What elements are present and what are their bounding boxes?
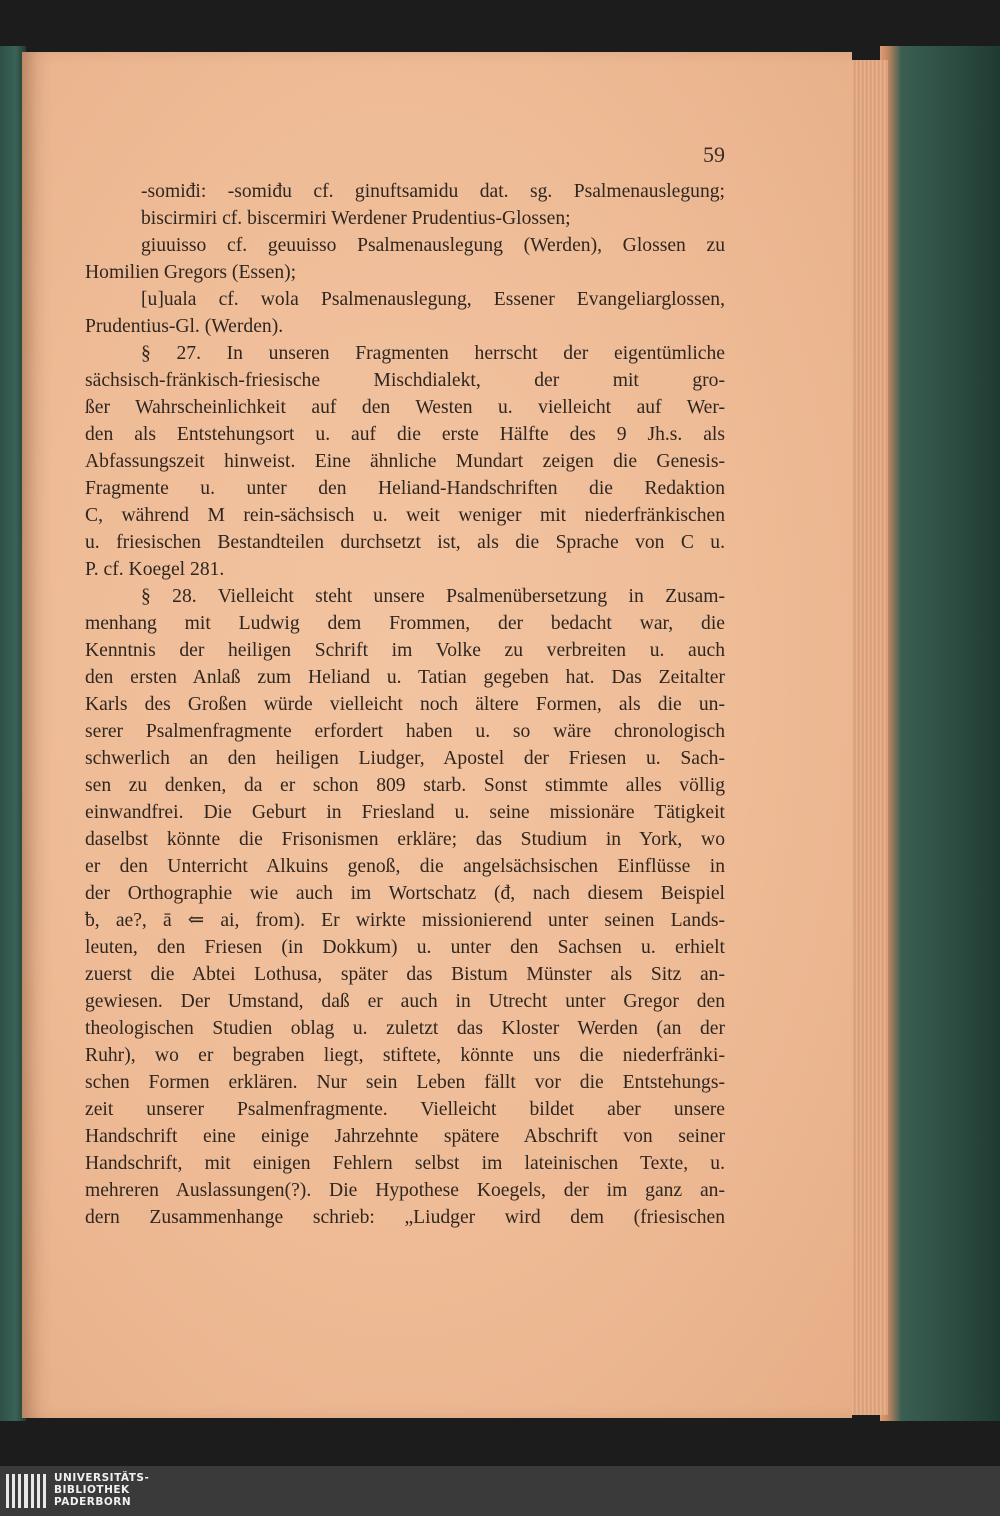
- text-line: Prudentius-Gl. (Werden).: [85, 316, 284, 337]
- text-line: serer Psalmenfragmente erfordert haben u. so wäre chronologisch: [85, 721, 725, 742]
- text-line: giuuisso cf. geuuisso Psalmenauslegung (Werden), Glossen zu: [141, 235, 725, 256]
- text-line: sen zu denken, da er schon 809 starb. Sonst stimmte alles völlig: [85, 775, 725, 796]
- text-line: C, während M rein-sächsisch u. weit weniger mit niederfränkischen: [85, 505, 725, 526]
- page-text: [85, 178, 725, 1231]
- text-line: u. friesischen Bestandteilen durchsetzt ist, als die Sprache von C u.: [85, 532, 725, 553]
- text-line: Homilien Gregors (Essen);: [85, 262, 297, 283]
- text-line: daselbst könnte die Frisonismen erkläre; das Studium in York, wo: [85, 829, 725, 850]
- text-line: theologischen Studien oblag u. zuletzt das Kloster Werden (an der: [85, 1018, 725, 1039]
- library-footer: [0, 1466, 1000, 1516]
- text-line: Fragmente u. unter den Heliand-Handschriften die Redaktion: [85, 478, 725, 499]
- text-line: menhang mit Ludwig dem Frommen, der bedacht war, die: [85, 613, 725, 634]
- text-line: sächsisch-fränkisch-friesische Mischdialekt, der mit gro-: [85, 370, 725, 391]
- text-line: biscirmiri cf. biscermiri Werdener Prudentius-Glossen;: [141, 208, 571, 229]
- text-line: er den Unterricht Alkuins genoß, die angelsächsischen Einflüsse in: [85, 856, 725, 877]
- text-line: schen Formen erklären. Nur sein Leben fällt vor die Entstehungs-: [85, 1072, 725, 1093]
- text-line: § 28. Vielleicht steht unsere Psalmenübersetzung in Zusam-: [141, 586, 725, 607]
- text-line: gewiesen. Der Umstand, daß er auch in Utrecht unter Gregor den: [85, 991, 725, 1012]
- text-line: einwandfrei. Die Geburt in Friesland u. seine missionäre Tätigkeit: [85, 802, 725, 823]
- text-line: Abfassungszeit hinweist. Eine ähnliche Mundart zeigen die Genesis-: [85, 451, 725, 472]
- text-line: leuten, den Friesen (in Dokkum) u. unter den Sachsen u. erhielt: [85, 937, 725, 958]
- text-line: den ersten Anlaß zum Heliand u. Tatian gegeben hat. Das Zeitalter: [85, 667, 725, 688]
- text-line: Karls des Großen würde vielleicht noch ältere Formen, als die un-: [85, 694, 725, 715]
- text-line: Handschrift, mit einigen Fehlern selbst im lateinischen Texte, u.: [85, 1153, 725, 1174]
- library-logo-text: [54, 1472, 149, 1508]
- text-line: ƀ, ae?, ā ⇐ ai, from). Er wirkte missionierend unter seinen Lands-: [85, 910, 725, 931]
- book-cover-right: [880, 46, 1000, 1421]
- text-line: mehreren Auslassungen(?). Die Hypothese Koegels, der im ganz an-: [85, 1180, 725, 1201]
- library-name-line-3: PADERBORN: [54, 1496, 132, 1508]
- text-line: zeit unserer Psalmenfragmente. Vielleicht bildet aber unsere: [85, 1099, 725, 1120]
- text-line: dern Zusammenhange schrieb: „Liudger wird dem (friesischen: [85, 1207, 725, 1228]
- library-name-line-1: UNIVERSITÄTS-: [54, 1472, 150, 1484]
- text-line: der Orthographie wie auch im Wortschatz (đ, nach diesem Beispiel: [85, 883, 725, 904]
- text-line: -somiđi: -somiđu cf. ginuftsamidu dat. sg. Psalmenauslegung;: [141, 181, 725, 202]
- text-line: Kenntnis der heiligen Schrift im Volke zu verbreiten u. auch: [85, 640, 725, 661]
- text-line: den als Entstehungsort u. auf die erste Hälfte des 9 Jh.s. als: [85, 424, 725, 445]
- library-name-line-2: BIBLIOTHEK: [54, 1484, 130, 1496]
- text-line: [u]uala cf. wola Psalmenauslegung, Essener Evangeliarglossen,: [141, 289, 725, 310]
- text-line: Handschrift eine einige Jahrzehnte spätere Abschrift von seiner: [85, 1126, 725, 1147]
- library-logo-icon: [6, 1474, 46, 1508]
- text-line: Ruhr), wo er begraben liegt, stiftete, könnte uns die niederfränki-: [85, 1045, 725, 1066]
- text-line: schwerlich an den heiligen Liudger, Apostel der Friesen u. Sach-: [85, 748, 725, 769]
- text-line: zuerst die Abtei Lothusa, später das Bistum Münster als Sitz an-: [85, 964, 725, 985]
- text-line: P. cf. Koegel 281.: [85, 559, 225, 580]
- text-line: ßer Wahrscheinlichkeit auf den Westen u. vielleicht auf Wer-: [85, 397, 725, 418]
- text-line: § 27. In unseren Fragmenten herrscht der eigentümliche: [141, 343, 725, 364]
- page-number: 59: [703, 142, 725, 167]
